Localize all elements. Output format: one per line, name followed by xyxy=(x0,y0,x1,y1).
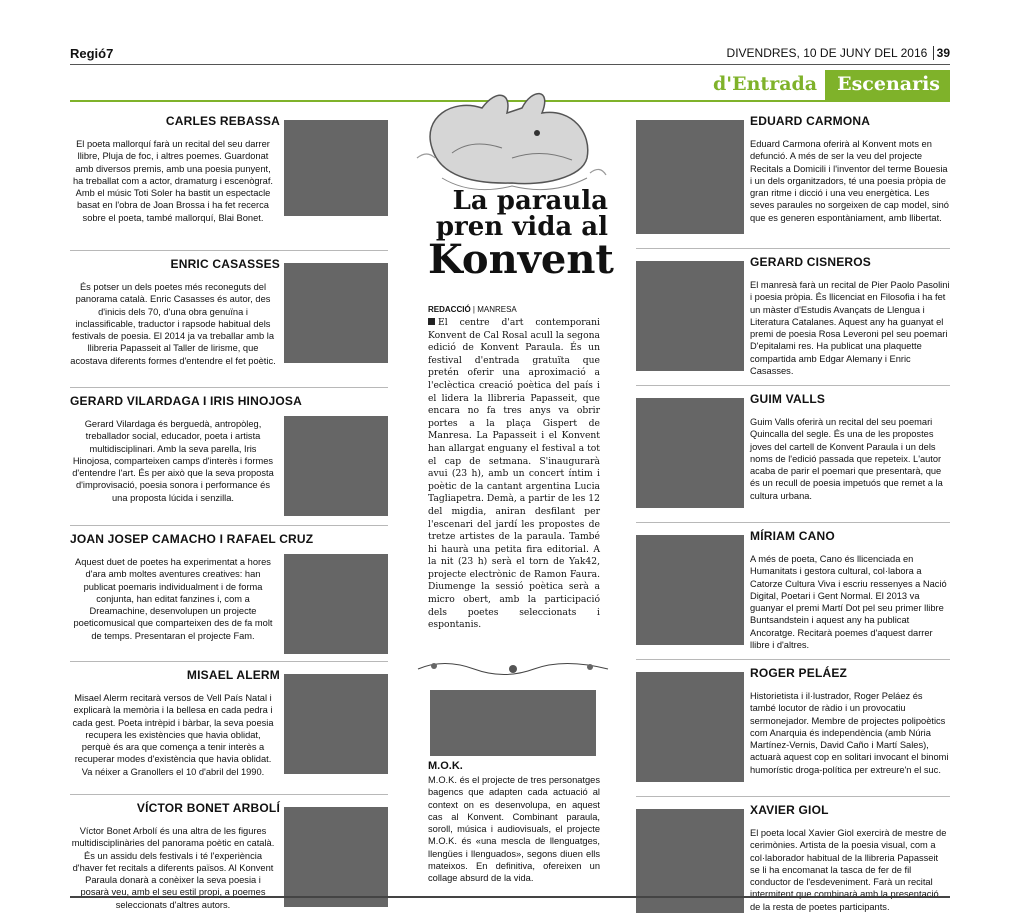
portrait-photo xyxy=(284,554,388,654)
subsection-label: Escenaris xyxy=(825,70,950,100)
portrait-photo xyxy=(636,535,744,645)
portrait-photo xyxy=(636,398,744,508)
article-body: El centre d'art contemporani Konvent de Cal Rosal acull la segona edició de Konvent Paraula. És un festival d'entrada gratuïta que pretén oferir una aproximació a l'eclèctica creació poètica del país i el lidera la llibreria Papasseit, que encara no fa tres anys va obrir portes a la plaça Gispert de Manresa. La Papasseit i el Konvent han allargat enguany el festival a tot el cap de setmana. S'inaugurarà avui (23 h), amb un concert íntim i poètic de la cantant argentina Lucia Tagliapetra. Demà, a partir de les 12 del migdia, aniran desfilant per l'escenari del jardí les propostes de tretze artistes de la paraula. També hi haurà una petita fira editorial. A la nit (23 h) serà el torn de Yak42, projecte electrònic de Ramon Faura. Diumenge la sessió poètica serà a micro obert, amb la participació dels poetes seleccionats i espontanis. xyxy=(428,317,600,631)
profile-name: VÍCTOR BONET ARBOLÍ xyxy=(136,801,280,815)
portrait-photo xyxy=(284,120,388,216)
article-headline xyxy=(428,186,614,283)
profile-name: ENRIC CASASSES xyxy=(170,257,280,271)
headline-line: La paraula xyxy=(452,186,608,216)
profile-name: EDUARD CARMONA xyxy=(750,114,871,128)
mok-title: M.O.K. xyxy=(428,760,463,772)
profile-card xyxy=(70,394,388,526)
profile-card xyxy=(636,114,950,249)
portrait-photo xyxy=(284,674,388,774)
section-header xyxy=(713,70,950,100)
profile-text: Gerard Vilardaga és berguedà, antropòleg, treballador social, educador, poeta i artista multidisciplinari. Amb la seva parella, Iris Hinojosa, comparteixen camps d'interès i formes d'entendre l'art. És per això que la seva proposta d'improvisació, poesia sonora i performance és una proposta lúcida i senzilla. xyxy=(72,419,274,503)
portrait-photo xyxy=(636,672,744,782)
portrait-photo xyxy=(636,120,744,234)
profile-card xyxy=(70,532,388,662)
mok-text: M.O.K. és el projecte de tres personatges bagencs que adapten cada actuació al context on es desenvolupa, en aquest cas al Konvent. Combinant paraula, soroll, música i audiovisuals, el projecte M.O.K. és «una mescla de llenguatges, llengües i llenguados», segons diuen ells mateixos. En definitiva, ofereixen un collage absurd de la vida. xyxy=(428,775,600,884)
profile-text: Víctor Bonet Arbolí és una altra de les figures multidisciplinàries del panorama poètic en català. És un assidu dels festivals i té l'experiència d'haver fet recitals a diferents països. Al Konvent Paraula donarà a conèixer la seva poesia i posarà veu, amb el seu estil propi, a poemes seleccionats d'altres autors. xyxy=(71,826,275,910)
profile-name: CARLES REBASSA xyxy=(165,114,280,128)
profile-name: GUIM VALLS xyxy=(750,392,826,406)
profile-card xyxy=(70,257,388,388)
profile-text: Historietista i il·lustrador, Roger Peláez és també locutor de ràdio i un provocatiu sermonejador. Membre de projectes polipoètics com Anarquia és independència (amb Núria Martínez-Vernis, David Caño i Martí Sales), actuarà aquest cop en solitari invocant el binomi humorístic droga-política per extreure'n el suc. xyxy=(750,691,949,775)
portrait-photo xyxy=(636,261,744,371)
profile-text: El poeta local Xavier Giol exercirà de mestre de cerimònies. Artista de la poesia visual, com a col·laborador habitual de la llibreria Papasseit se li ha encomanat la tasca de fer de fil conductor de l'esdeveniment. Farà un recital intermitent que combinarà amb la presentació de la resta de poetes participants. xyxy=(750,828,947,912)
profile-text: Misael Alerm recitarà versos de Vell País Natal i explicarà la memòria i la bellesa en cada pedra i cada gest. Poeta intrèpid i bàrbar, la seva poesia recupera les existències que havia oblidat, perquè és ara que comença a tenir interès a recuperar modes d'existència que havia oblidat. Va néixer a Granollers el 10 d'abril del 1990. xyxy=(72,693,274,777)
section-label: d'Entrada xyxy=(713,73,818,95)
profile-name: GERARD VILARDAGA I IRIS HINOJOSA xyxy=(70,394,302,408)
profile-name: MÍRIAM CANO xyxy=(750,529,835,543)
profile-card xyxy=(636,255,950,386)
profile-name: XAVIER GIOL xyxy=(750,803,829,817)
headline-line: pren vida al xyxy=(435,212,608,242)
top-rule xyxy=(70,64,950,65)
profile-card xyxy=(636,392,950,523)
right-column xyxy=(636,108,950,913)
headline-line: Konvent xyxy=(428,236,614,283)
portrait-photo xyxy=(284,416,388,516)
profile-text: A més de poeta, Cano és llicenciada en Humanitats i gestora cultural, col·labora a Catorze Cultura Viva i escriu ressenyes a Nació Digital, Poetari i Gent Normal. El 2013 va guanyar el premi Martí Dot pel seu primer llibre Buntsandstein i aquest any ha publicat Ancoratge. Recitarà poemes d'aquest darrer llibre i d'altres. xyxy=(750,554,947,651)
portrait-photo xyxy=(284,807,388,907)
bottom-rule xyxy=(70,896,950,898)
left-column xyxy=(70,108,388,913)
profile-text: És potser un dels poetes més reconeguts del panorama català. Enric Casasses és autor, des d'inicis dels 70, d'una obra genuïna i inclassificable, traductor i rapsode habitual dels festivals de poesia. El 2014 ja va treballar amb la llibreria Papasseit al Taller de lirisme, que acostava diferents formes d'entendre el fet poètic. xyxy=(70,282,276,366)
portrait-photo xyxy=(284,263,388,363)
profile-name: JOAN JOSEP CAMACHO I RAFAEL CRUZ xyxy=(70,532,314,546)
newspaper-brand: Regió7 xyxy=(70,46,114,61)
profile-text: El poeta mallorquí farà un recital del seu darrer llibre, Pluja de foc, i altres poemes. Guardonat amb diversos premis, amb una poesia punyent, ha treballat com a actor, dramaturg i escenògraf. Amb el músic Toti Soler ha bastit un espectacle basat en l'obra de Joan Brossa i ha fet recerca sobre el poeta, també mallorquí, Blai Bonet. xyxy=(73,139,273,223)
profile-card xyxy=(70,114,388,251)
mok-photo xyxy=(430,690,596,756)
rabbit-illustration xyxy=(412,78,612,198)
profile-card xyxy=(70,668,388,795)
article-byline: REDACCIÓ | MANRESA xyxy=(428,305,517,314)
page-number: 39 xyxy=(933,46,950,60)
profile-card xyxy=(636,529,950,660)
floral-ornament xyxy=(414,658,612,680)
profile-name: GERARD CISNEROS xyxy=(750,255,872,269)
profile-text: El manresà farà un recital de Pier Paolo Pasolini i poesia pròpia. És llicenciat en Filosofia i ha fet un màster d'Estudis Avançats de Llengua i Literatura Catalanes. Aquest any ha guanyat el premi de poesia Rosa Leveroni pel seu poemari D'epitalami res. Ha publicat una plaquette compartida amb Edgar Alemany i Enric Casasses. xyxy=(750,280,950,377)
profile-name: MISAEL ALERM xyxy=(186,668,280,682)
profile-card xyxy=(636,666,950,797)
profile-text: Aquest duet de poetes ha experimentat a hores d'ara amb moltes aventures creatives: han publicat poemaris individualment i de forma conjunta, han editat fanzines i, com a Dreamachine, desenvolupen un projecte poeticomusical que comparteixen des de fa molt de temps. Presentaran el projecte Fam. xyxy=(73,557,273,641)
profile-text: Guim Valls oferirà un recital del seu poemari Quincalla del segle. És una de les propostes joves del cartell de Konvent Paraula i un dels noms de l'edició passada que repeteix. L'autor acaba de parir el poemari que presentarà, que és un recull de poesia impetuós que remet a la cultura urbana. xyxy=(750,417,943,501)
paragraph-marker-icon xyxy=(428,318,435,325)
profile-name: ROGER PELÁEZ xyxy=(750,666,848,680)
profile-text: Eduard Carmona oferirà al Konvent mots en defunció. A més de ser la veu del projecte Recitals a Domicili i l'inventor del terme Bouesia i un dels organitzadors, té una poesia pròpia de gran ritme i dicció i una veu energètica. Les seves paraules no sorgeixen de cap model, sinó que es generen espontàniament, amb llibertat. xyxy=(750,139,949,223)
issue-date: DIVENDRES, 10 DE JUNY DEL 2016 39 xyxy=(726,46,950,60)
